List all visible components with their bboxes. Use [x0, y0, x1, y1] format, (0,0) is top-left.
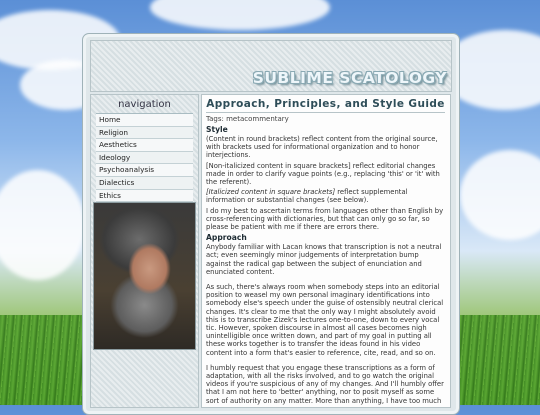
site-header: [90, 40, 452, 92]
italic-example: [Italicized content in square brackets]: [206, 188, 336, 197]
nav-item-home[interactable]: Home: [96, 114, 193, 127]
style-paragraph-4: I do my best to ascertain terms from languages other than English by cross-referencing with dictionaries, but that can only go so far, so please be patient with me if there are errors there.: [206, 206, 444, 232]
tags-line[interactable]: Tags: metacommentary: [206, 115, 289, 123]
nav-item-ideology[interactable]: Ideology: [96, 152, 193, 165]
main-content: [201, 94, 451, 408]
site-title[interactable]: SUBLIME SCATOLOGY: [252, 69, 447, 87]
approach-paragraph-3: I humbly request that you engage these transcriptions as a form of adaptation, with all the risks involved, and to go watch the original videos if you're suspicious of any of my changes. And I'll humbly offer that I am not here to 'better' anything, nor to posit myself as some sort of authority on any matter. More than anything, I have too much: [206, 363, 444, 405]
cloud: [460, 150, 540, 240]
approach-heading: Approach: [206, 233, 247, 243]
approach-paragraph-2: As such, there's always room when somebody steps into an editorial position to weasel my own personal imaginary identifications into somebody else's speech under the guise of ostensibly neutral clerical changes. It's clear to me that the only way I might absolutely avoid this is to transcribe Zizek's lectures one-to-one, down to every vocal tic. However, spoken discourse in almost all cases becomes nigh unintelligible once written down, and part of my goal in putting all these works together is to transfer the ideas found in his video content into a form that's easier to reference, cite, read, and so on.: [206, 283, 444, 357]
nav-item-dialectics[interactable]: Dialectics: [96, 177, 193, 190]
cloud: [0, 170, 85, 280]
page-frame: [82, 33, 460, 415]
style-paragraph-3: [206, 188, 445, 204]
navigation-title: navigation: [118, 99, 171, 110]
style-paragraph-2: [Non-italicized content in square brackets] reflect editorial changes made in order to clarify vague points (e.g., replacing 'this' or 'it' with the referent).: [206, 161, 440, 187]
nav-item-ethics[interactable]: Ethics: [96, 190, 193, 203]
nav-item-psychoanalysis[interactable]: Psychoanalysis: [96, 164, 193, 177]
style-paragraph-1: (Content in round brackets) reflect content from the original source, with brackets used for informational organization and to honor interjections.: [206, 135, 438, 160]
page-title: Approach, Principles, and Style Guide: [206, 98, 445, 113]
sidebar: [90, 94, 199, 408]
nav-item-religion[interactable]: Religion: [96, 127, 193, 140]
portrait-photo: [93, 202, 196, 350]
cloud: [150, 0, 330, 30]
style-heading: Style: [206, 125, 228, 134]
style-paragraph-3-rest: reflect supplemental information or substantial changes (see below).: [206, 188, 408, 205]
nav-item-aesthetics[interactable]: Aesthetics: [96, 139, 193, 152]
approach-paragraph-1: Anybody familiar with Lacan knows that transcription is not a neutral act; even seemingly minor judgements of interpretation bump against the radical gap between the subject of enunciation and enunciated content.: [206, 243, 442, 276]
navigation-list: [96, 113, 193, 202]
